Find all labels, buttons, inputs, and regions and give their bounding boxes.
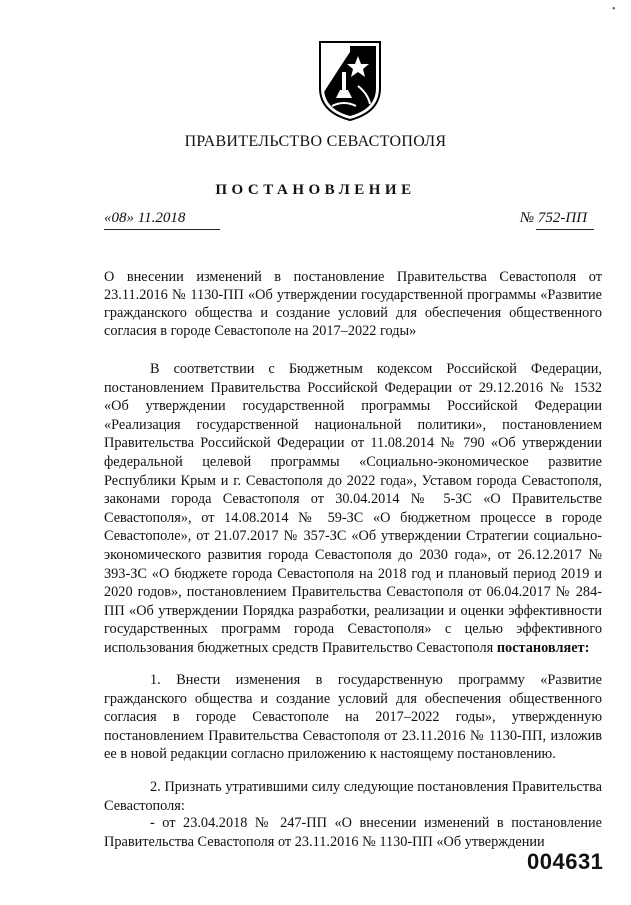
document-title: О внесении изменений в постановление Правительства Севастополя от 23.11.2016 № 1130-ПП «Об утверждении государственной программы «Развитие гражданского общества и создание условий для обеспечения общественного согласия в городе Севастополе на 2017–2022 годы» — [104, 269, 602, 339]
preamble-paragraph — [104, 360, 602, 658]
item-2-paragraph: 2. Признать утратившими силу следующие постановления Правительства Севастополя: — [104, 779, 602, 814]
preamble-text: В соответствии с Бюджетным кодексом Российской Федерации, постановлением Правительства Российской Федерации от 29.12.2016 № 1532 «Об утверждении государственной программы Российской Федерации «Реализация государственной национальной политики», постановлением Правительства Российской Федерации от 11.08.2014 № 790 «Об утверждении федеральной целевой программы «Социально-экономическое развитие Республики Крым и г. Севастополя до 2022 года», Уставом города Севастополя, законами города Севастополя от 30.04.2014 № 5-ЗС «О Правительстве Севастополя», от 14.08.2014 № 59-ЗС «О бюджетном процессе в городе Севастополе», от 21.07.2017 № 357-ЗС «Об утверждении Стратегии социально-экономического развития города Севастополя до 2030 года», от 26.12.2017 № 393-ЗС «О бюджете города Севастополя на 2018 год и плановый период 2019 и 2020 годов», постановлением Правительства Севастополя от 06.04.2017 № 284-ПП «Об утверждении Порядка разработки, реализации и оценки эффективности государственных программ города Севастополя» с целью эффективного использования бюджетных средств Правительство Севастополя — [104, 361, 602, 656]
document-date: «08» 11.2018 — [104, 210, 186, 226]
preamble-bold: постановляет: — [496, 639, 590, 656]
document-number: № 752-ПП — [520, 210, 588, 226]
item-1-paragraph: 1. Внести изменения в государственную программу «Развитие гражданского общества и создание условий для обеспечения общественного согласия в городе Севастополе на 2017–2022 годы», утвержденную постановлением Правительства Севастополя от 23.11.2016 № 1130-ПП, изложив ее в новой редакции согласно приложению к настоящему постановлению. — [104, 672, 602, 763]
item-2-subitem: - от 23.04.2018 № 247-ПП «О внесении изменений в постановление Правительства Севастополя от 23.11.2016 № 1130-ПП «Об утверждении — [104, 815, 602, 850]
document-type: ПОСТАНОВЛЕНИЕ — [215, 182, 416, 198]
serial-number: 004631 — [527, 849, 604, 874]
date-underline — [104, 229, 220, 230]
coat-of-arms-emblem — [318, 40, 382, 122]
organization-name: ПРАВИТЕЛЬСТВО СЕВАСТОПОЛЯ — [184, 133, 447, 150]
corner-mark: • — [612, 4, 616, 15]
number-underline — [536, 229, 594, 230]
